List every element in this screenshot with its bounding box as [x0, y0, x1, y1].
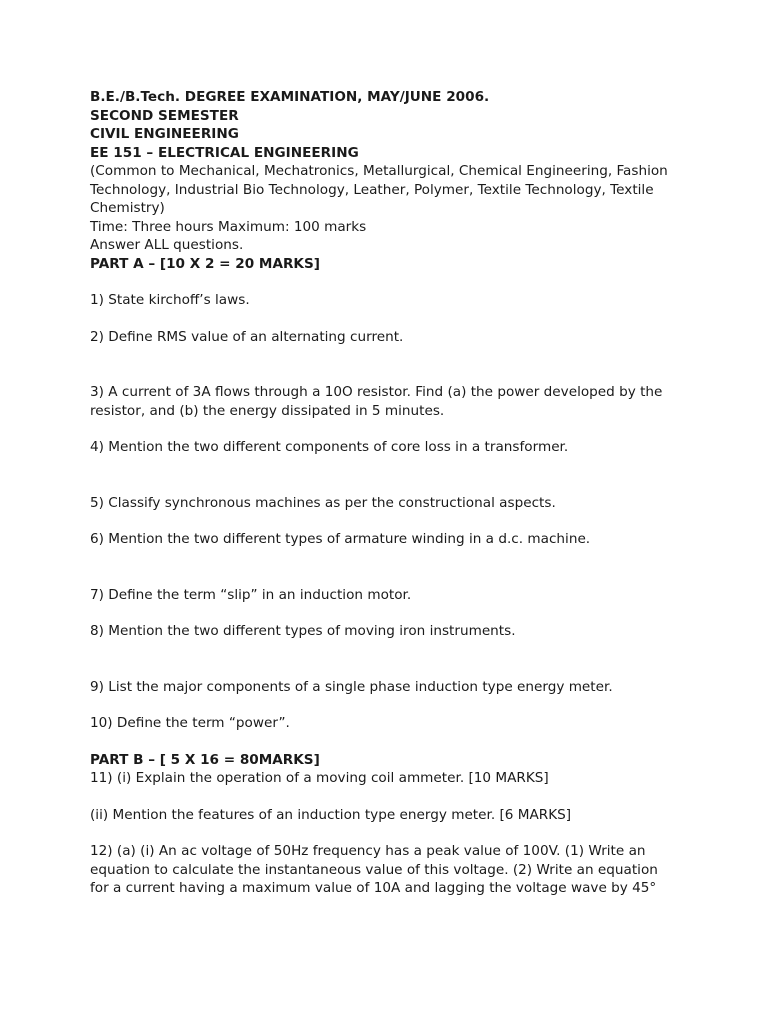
common-to-line-2: Technology, Industrial Bio Technology, Leather, Polymer, Textile Technology, Textile — [90, 181, 654, 198]
common-to-line-1: (Common to Mechanical, Mechatronics, Metallurgical, Chemical Engineering, Fashion — [90, 163, 668, 179]
instruction: Answer ALL questions. — [90, 237, 244, 253]
question-7: 7) Define the term “slip” in an induction motor. — [90, 586, 412, 603]
question-12-line-3: for a current having a maximum value of 10A and lagging the voltage wave by 45° — [90, 880, 657, 896]
question-12-line-2: equation to calculate the instantaneous value of this voltage. (2) Write an equation — [90, 861, 658, 878]
course-heading: EE 151 – ELECTRICAL ENGINEERING — [90, 144, 359, 161]
question-4: 4) Mention the two different components of core loss in a transformer. — [90, 439, 569, 455]
question-11-i: 11) (i) Explain the operation of a moving coil ammeter. [10 MARKS] — [90, 770, 549, 786]
question-12-line-1: 12) (a) (i) An ac voltage of 50Hz frequency has a peak value of 100V. (1) Write an — [90, 843, 646, 859]
question-9: 9) List the major components of a single phase induction type energy meter. — [90, 678, 613, 695]
question-8: 8) Mention the two different types of moving iron instruments. — [90, 623, 516, 639]
time-marks: Time: Three hours Maximum: 100 marks — [90, 218, 367, 235]
question-2: 2) Define RMS value of an alternating current. — [90, 328, 404, 345]
exam-document — [90, 88, 730, 898]
question-5: 5) Classify synchronous machines as per the constructional aspects. — [90, 494, 556, 511]
question-6: 6) Mention the two different types of armature winding in a d.c. machine. — [90, 531, 591, 547]
branch-heading: CIVIL ENGINEERING — [90, 126, 239, 142]
exam-title: B.E./B.Tech. DEGREE EXAMINATION, MAY/JUNE 2006. — [90, 89, 490, 105]
question-3-line-2: resistor, and (b) the energy dissipated in 5 minutes. — [90, 402, 445, 419]
semester-heading: SECOND SEMESTER — [90, 107, 239, 124]
question-1: 1) State kirchoff’s laws. — [90, 292, 250, 308]
question-11-ii: (ii) Mention the features of an induction type energy meter. [6 MARKS] — [90, 806, 572, 823]
common-to-line-3: Chemistry) — [90, 200, 165, 216]
part-a-heading: PART A – [10 X 2 = 20 MARKS] — [90, 255, 320, 272]
part-b-heading: PART B – [ 5 X 16 = 80MARKS] — [90, 751, 320, 768]
question-10: 10) Define the term “power”. — [90, 715, 290, 731]
question-3-line-1: 3) A current of 3A flows through a 10O resistor. Find (a) the power developed by the — [90, 384, 663, 400]
